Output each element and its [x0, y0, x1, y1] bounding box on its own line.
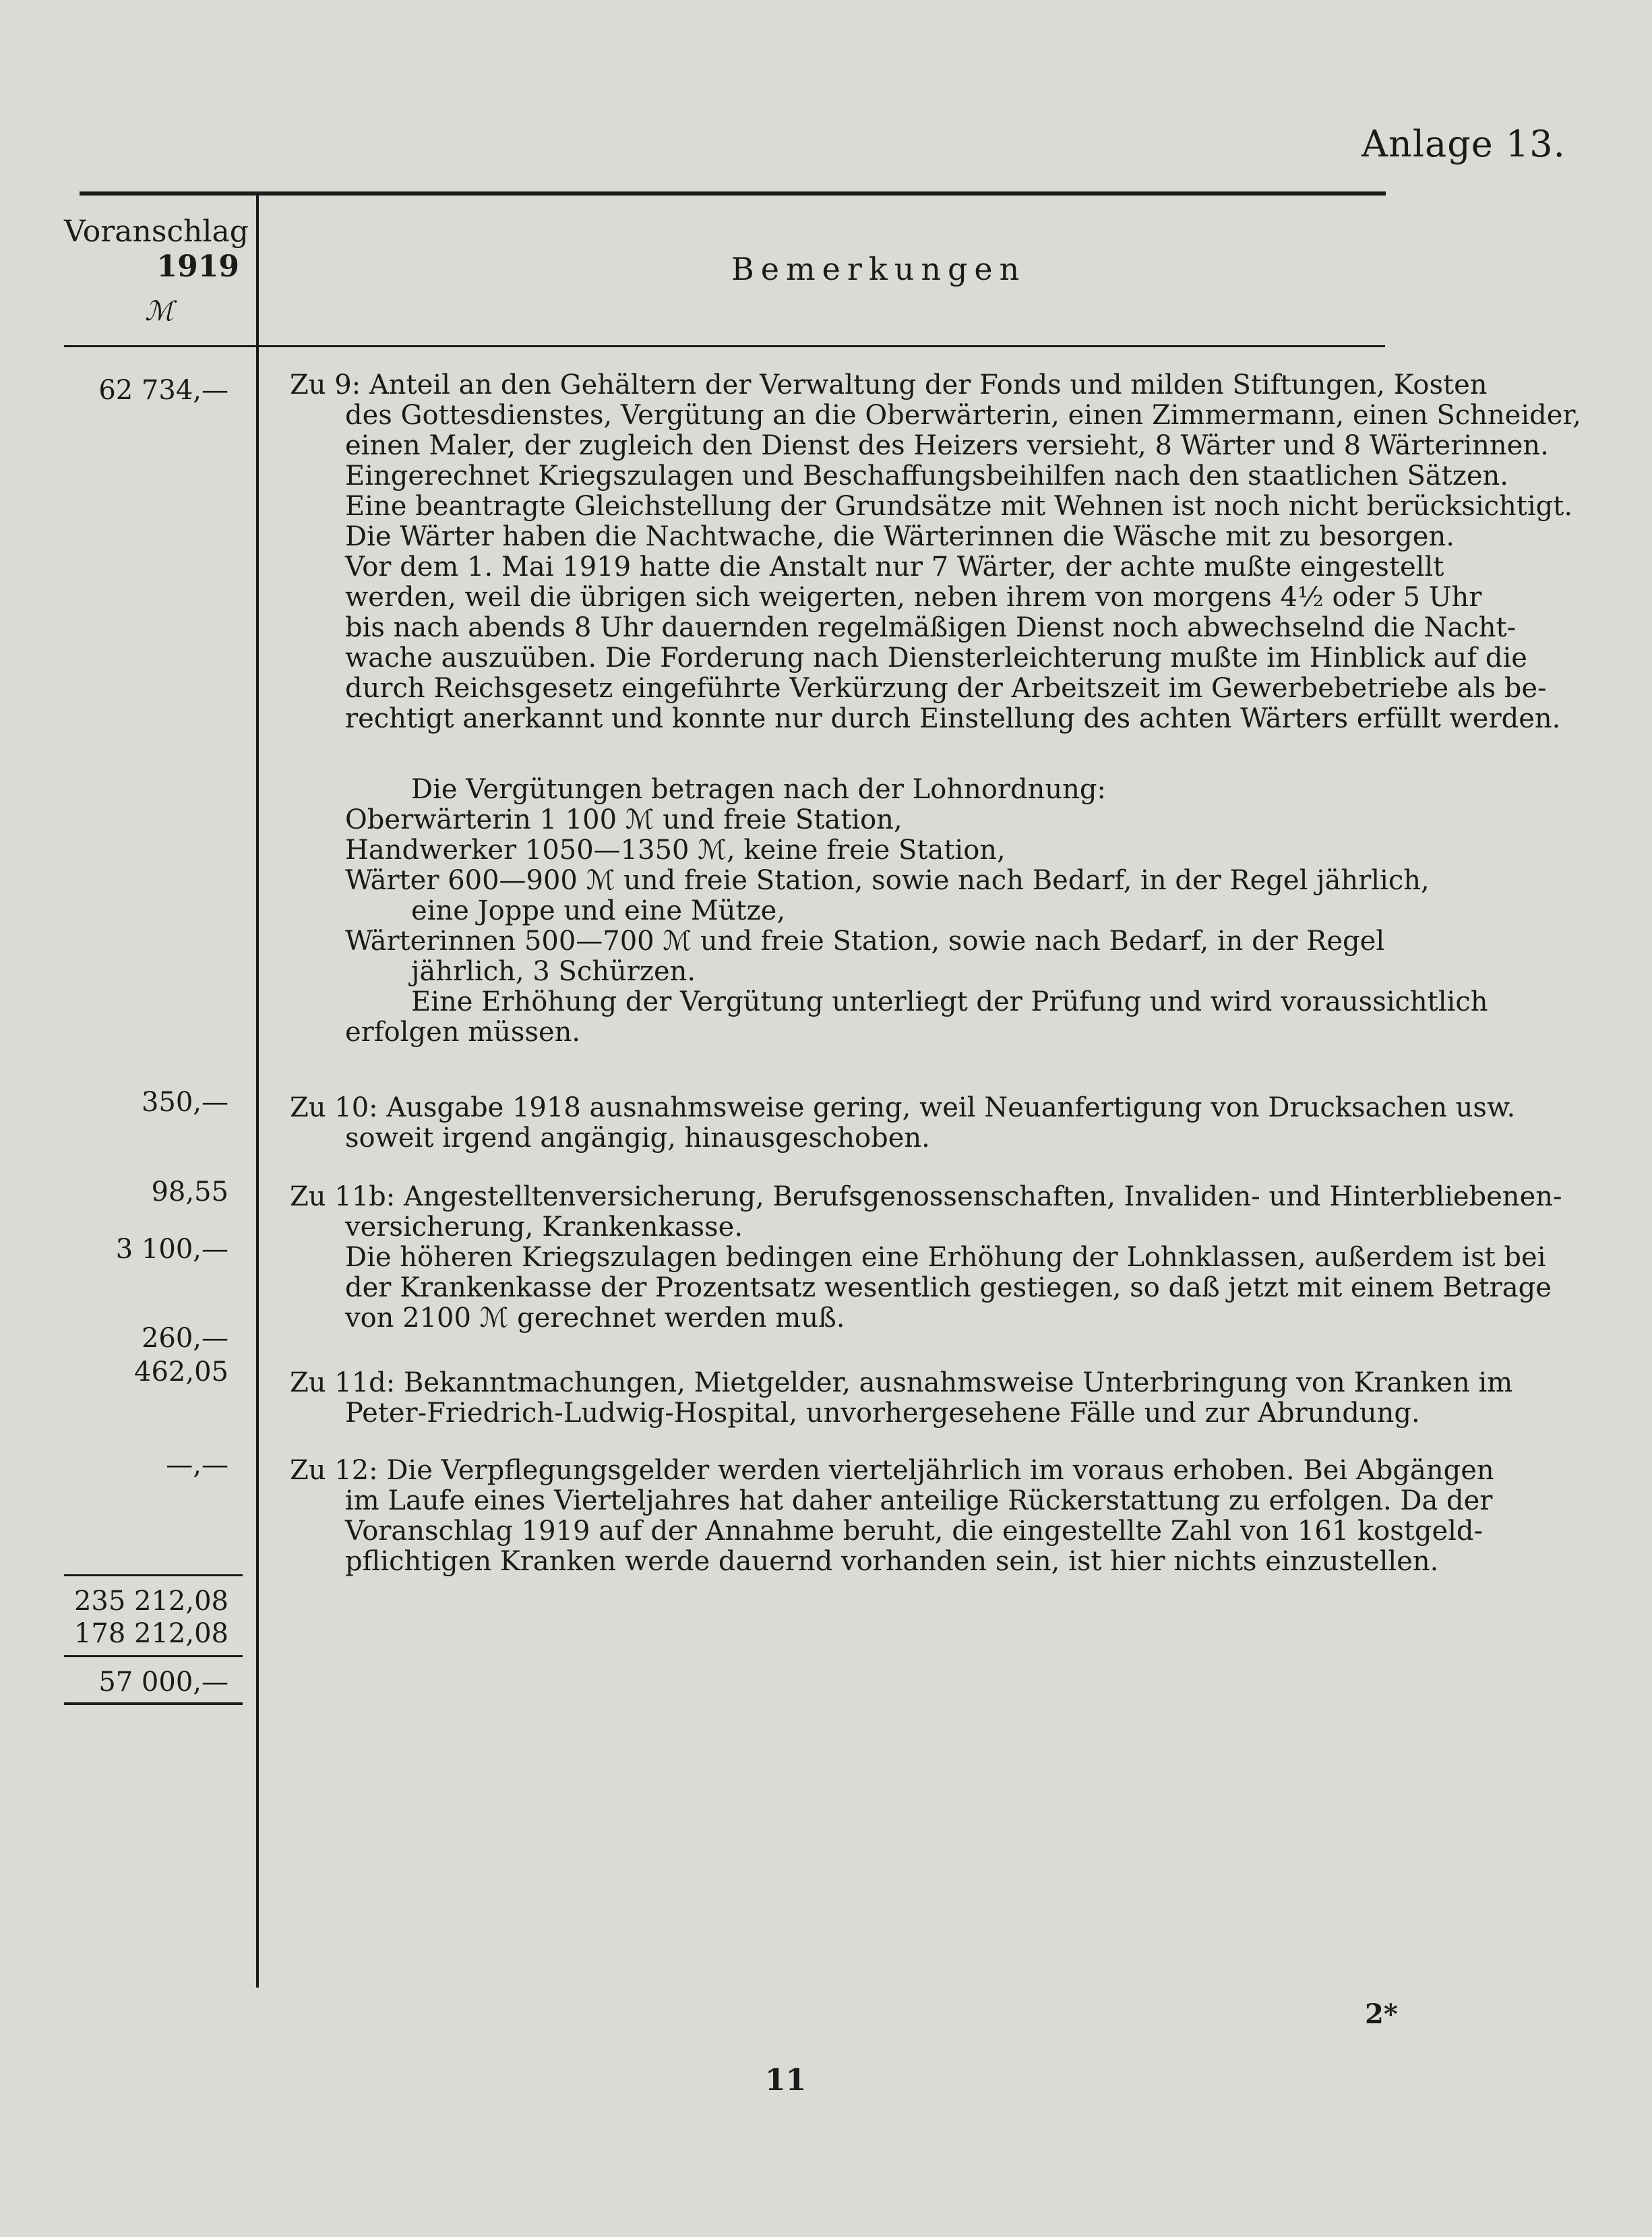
remark-line: Zu 11d: Bekanntmachungen, Mietgelder, ausnahmsweise Unterbringung von Kranken im	[290, 1367, 1513, 1398]
page-number: 11	[765, 2063, 807, 2097]
remuneration-item: Wärter 600—900 ℳ und freie Station, sowie nach Bedarf, in der Regel jährlich,	[345, 865, 1430, 896]
remark-zu-9	[290, 369, 1581, 734]
remuneration-item: Wärterinnen 500—700 ℳ und freie Station, sowie nach Bedarf, in der Regel	[345, 926, 1385, 957]
annex-label: Anlage 13.	[1362, 123, 1566, 165]
remuneration-item-cont: eine Joppe und eine Mütze,	[411, 895, 786, 926]
total-result: 57 000,—	[98, 1667, 228, 1698]
remark-line: Eine beantragte Gleichstellung der Grundsätze mit Wehnen ist noch nicht berücksichtigt.	[345, 491, 1573, 522]
remark-zu-12	[290, 1455, 1494, 1577]
remark-line: pflichtigen Kranken werde dauernd vorhanden sein, ist hier nichts einzustellen.	[345, 1546, 1439, 1577]
remark-line: Zu 10: Ausgabe 1918 ausnahmsweise gering, weil Neuanfertigung von Drucksachen usw.	[290, 1092, 1516, 1123]
remark-line: von 2100 ℳ gerechnet werden muß.	[345, 1303, 845, 1334]
currency-symbol: ℳ	[145, 296, 174, 327]
totals-bottom-rule	[64, 1702, 243, 1705]
top-rule	[80, 191, 1386, 196]
totals-top-rule	[64, 1574, 243, 1576]
remark-line: versicherung, Krankenkasse.	[345, 1212, 743, 1243]
remark-line: des Gottesdienstes, Vergütung an die Oberwärterin, einen Zimmermann, einen Schneider,	[345, 400, 1581, 431]
remuneration-item: Handwerker 1050—1350 ℳ, keine freie Station,	[345, 835, 1006, 866]
remark-line: Die Wärter haben die Nachtwache, die Wärterinnen die Wäsche mit zu besorgen.	[345, 521, 1455, 552]
remuneration-intro: Die Vergütungen betragen nach der Lohnordnung:	[411, 774, 1106, 805]
totals-mid-rule	[64, 1655, 243, 1657]
remuneration-list	[290, 774, 1488, 1048]
remark-line: im Laufe eines Vierteljahres hat daher anteilige Rückerstattung zu erfolgen. Da der	[345, 1485, 1493, 1516]
amount-zu-11c: 260,—	[141, 1323, 228, 1354]
amount-column-header	[64, 214, 249, 329]
remark-line: soweit irgend angängig, hinausgeschoben.	[345, 1123, 930, 1154]
remuneration-closing: erfolgen müssen.	[345, 1017, 581, 1048]
amount-zu-11b: 3 100,—	[115, 1234, 228, 1265]
remark-zu-11d	[290, 1367, 1513, 1429]
remarks-column-header: Bemerkungen	[731, 251, 1027, 287]
remark-line: Peter-Friedrich-Ludwig-Hospital, unvorhergesehene Fälle und zur Abrundung.	[345, 1398, 1420, 1429]
total-subtract: 178 212,08	[73, 1618, 228, 1649]
remark-line: Zu 11b: Angestelltenversicherung, Berufsgenossenschaften, Invaliden- und Hinterbliebenen-	[290, 1181, 1562, 1212]
remark-line: Eingerechnet Kriegszulagen und Beschaffungsbeihilfen nach den staatlichen Sätzen.	[345, 460, 1508, 491]
remark-line: bis nach abends 8 Uhr dauernden regelmäßigen Dienst noch abwechselnd die Nacht-	[345, 612, 1517, 643]
remark-line: Zu 9: Anteil an den Gehältern der Verwaltung der Fonds und milden Stiftungen, Kosten	[290, 369, 1488, 400]
remark-line: Vor dem 1. Mai 1919 hatte die Anstalt nur 7 Wärter, der achte mußte eingestellt	[345, 551, 1444, 583]
amount-zu-12: —,—	[166, 1450, 228, 1481]
remark-line: wache auszuüben. Die Forderung nach Diensterleichterung mußte im Hinblick auf die	[345, 643, 1527, 674]
signature-mark: 2*	[1365, 1998, 1398, 2030]
column-label: Voranschlag	[64, 214, 249, 249]
amount-zu-11a: 98,55	[151, 1176, 228, 1207]
remark-line: Die höheren Kriegszulagen bedingen eine Erhöhung der Lohnklassen, außerdem ist bei	[345, 1242, 1546, 1273]
column-divider	[256, 194, 259, 1988]
amount-zu-10: 350,—	[141, 1087, 228, 1118]
remark-line: werden, weil die übrigen sich weigerten, neben ihrem von morgens 4½ oder 5 Uhr	[345, 582, 1482, 613]
remark-zu-11b	[290, 1181, 1562, 1334]
remark-line: einen Maler, der zugleich den Dienst des Heizers versieht, 8 Wärter und 8 Wärterinnen.	[345, 430, 1549, 461]
amount-zu-11d: 462,05	[134, 1356, 228, 1388]
remuneration-item: Oberwärterin 1 100 ℳ und freie Station,	[345, 804, 903, 835]
column-year: 1919	[156, 249, 239, 284]
remuneration-closing: Eine Erhöhung der Vergütung unterliegt der Prüfung und wird voraussichtlich	[411, 986, 1488, 1017]
header-bottom-rule	[64, 345, 1385, 347]
remark-zu-10	[290, 1092, 1516, 1154]
amount-zu-9: 62 734,—	[98, 375, 228, 406]
remark-line: Voranschlag 1919 auf der Annahme beruht, die eingestellte Zahl von 161 kostgeld-	[345, 1516, 1483, 1547]
remark-line: Zu 12: Die Verpflegungsgelder werden vierteljährlich im voraus erhoben. Bei Abgängen	[290, 1455, 1494, 1486]
remuneration-item-cont: jährlich, 3 Schürzen.	[411, 956, 696, 987]
remark-line: rechtigt anerkannt und konnte nur durch Einstellung des achten Wärters erfüllt werden.	[345, 703, 1561, 734]
remark-line: durch Reichsgesetz eingeführte Verkürzung der Arbeitszeit im Gewerbebetriebe als be-	[345, 673, 1547, 704]
total-sum: 235 212,08	[73, 1586, 228, 1617]
remark-line: der Krankenkasse der Prozentsatz wesentlich gestiegen, so daß jetzt mit einem Betrage	[345, 1272, 1552, 1303]
